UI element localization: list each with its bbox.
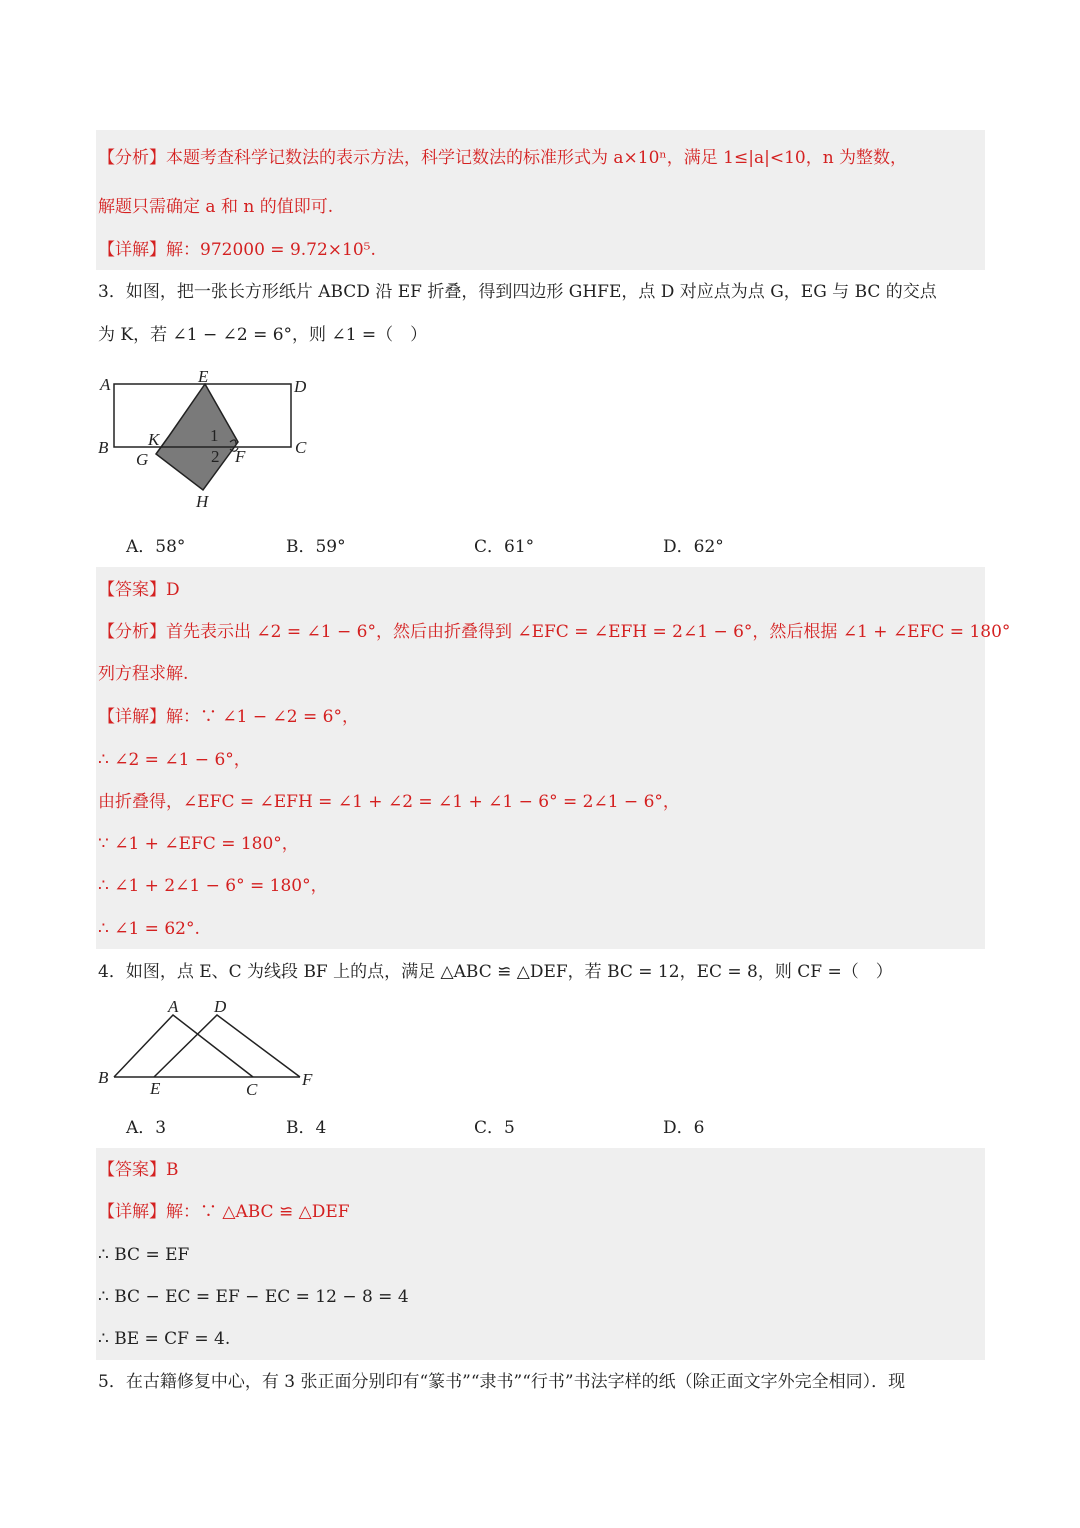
q4-figure-congruent-triangles (90, 995, 330, 1100)
label-f: F (235, 447, 246, 466)
q3-analysis-line2: 列方程求解. (98, 664, 189, 684)
q3-option-b: B．59° (286, 537, 346, 557)
q3-option-d: D．62° (663, 537, 724, 557)
q2-analysis-line2: 解题只需确定 a 和 n 的值即可. (98, 197, 334, 217)
q3-detail-line5: ∴ ∠1 + 2∠1 − 6° = 180°， (98, 876, 328, 896)
label-a: A (100, 375, 111, 394)
label-h: H (196, 492, 209, 511)
q3-option-a: A．58° (126, 537, 186, 557)
q2-analysis-line1: 【分析】本题考查科学记数法的表示方法，科学记数法的标准形式为 a×10ⁿ，满足 1≤|a|<10，n 为整数， (98, 148, 908, 168)
q5-stem-line1: 5．在古籍修复中心，有 3 张正面分别印有“篆书”“隶书”“行书”书法字样的纸（除正面文字外完全相同）．现 (98, 1372, 906, 1392)
q4-detail-line2: ∴ BC = EF (98, 1245, 190, 1265)
label-c: C (246, 1080, 258, 1099)
label-e: E (150, 1079, 161, 1098)
q4-option-b: B．4 (286, 1118, 327, 1138)
label-angle-1: 1 (210, 426, 219, 445)
label-d: D (294, 377, 307, 396)
triangle-def (154, 1015, 300, 1077)
q3-option-c: C．61° (474, 537, 535, 557)
q3-stem-line2: 为 K，若 ∠1 − ∠2 = 6°，则 ∠1 =（ ） (98, 325, 428, 345)
q4-option-c: C．5 (474, 1118, 515, 1138)
q4-detail-line3: ∴ BC − EC = EF − EC = 12 − 8 = 4 (98, 1287, 409, 1307)
q3-detail-line1: 【详解】解：∵ ∠1 − ∠2 = 6°， (98, 707, 359, 727)
q3-detail-line3: 由折叠得，∠EFC = ∠EFH = ∠1 + ∠2 = ∠1 + ∠1 − 6° = 2∠1 − 6°， (98, 792, 680, 812)
q3-detail-line6: ∴ ∠1 = 62°. (98, 919, 200, 939)
q3-stem-line1: 3．如图，把一张长方形纸片 ABCD 沿 EF 折叠，得到四边形 GHFE，点 D 对应点为点 G，EG 与 BC 的交点 (98, 282, 937, 302)
q3-analysis-line1: 【分析】首先表示出 ∠2 = ∠1 − 6°，然后由折叠得到 ∠EFC = ∠EFH = 2∠1 − 6°，然后根据 ∠1 + ∠EFC = 180° (98, 622, 1011, 642)
q4-detail-line4: ∴ BE = CF = 4. (98, 1329, 231, 1349)
label-a: A (168, 997, 179, 1016)
q2-detail: 【详解】解：972000 = 9.72×10⁵. (98, 240, 376, 260)
q4-option-d: D．6 (663, 1118, 705, 1138)
label-c: C (295, 438, 307, 457)
label-b: B (98, 1068, 109, 1087)
q3-answer: 【答案】D (98, 580, 180, 600)
q4-detail-line1: 【详解】解：∵ △ABC ≌ △DEF (98, 1202, 350, 1222)
label-d: D (214, 997, 227, 1016)
label-e: E (198, 367, 209, 386)
folded-quadrilateral-ghfe (156, 384, 238, 490)
q4-stem: 4．如图，点 E、C 为线段 BF 上的点，满足 △ABC ≌ △DEF，若 BC = 12，EC = 8，则 CF =（ ） (98, 962, 893, 982)
label-k: K (148, 430, 160, 449)
label-angle-2: 2 (211, 447, 220, 466)
label-f: F (302, 1070, 313, 1089)
label-b: B (98, 438, 109, 457)
triangle-abc (114, 1015, 253, 1077)
q4-option-a: A．3 (126, 1118, 167, 1138)
label-g: G (136, 450, 149, 469)
q3-detail-line2: ∴ ∠2 = ∠1 − 6°， (98, 750, 251, 770)
q3-detail-line4: ∵ ∠1 + ∠EFC = 180°， (98, 834, 299, 854)
q4-answer: 【答案】B (98, 1160, 179, 1180)
q3-figure-folded-rectangle (90, 362, 320, 522)
